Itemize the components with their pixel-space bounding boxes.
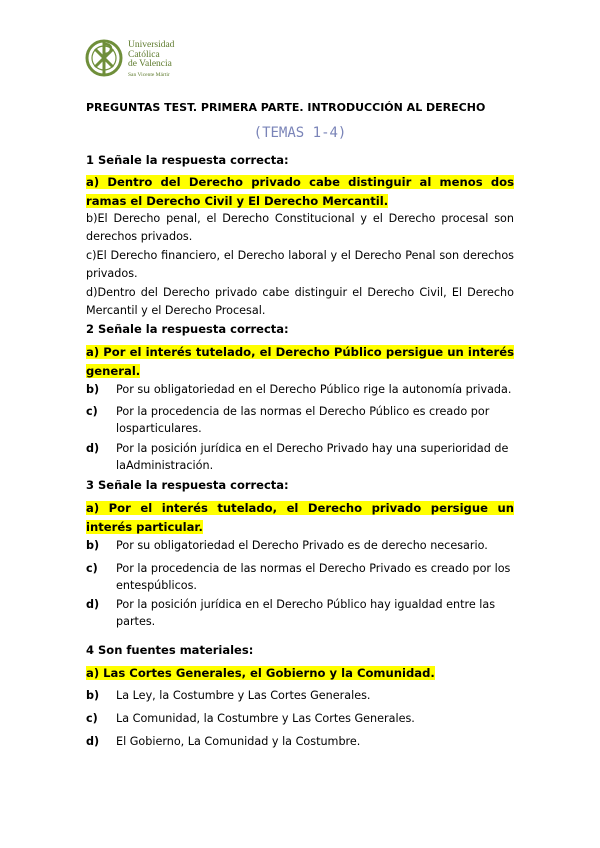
question-4-title: 4 Son fuentes materiales:: [86, 643, 254, 657]
question-3-answer: [86, 499, 514, 536]
option-label: d): [86, 735, 100, 748]
logo-line-3: de Valencia: [128, 59, 172, 69]
question-1-option-d: d)Dentro del Derecho privado cabe distinguir el Derecho Civil, El Derecho Mercantil y el Derecho Procesal.: [86, 286, 514, 317]
question-4-option-d: [86, 733, 514, 750]
highlighted-answer: a) Por el interés tutelado, el Derecho privado persigue un interés particular.: [86, 501, 514, 534]
option-text: Por la posición jurídica en el Derecho Privado hay una superioridad de laAdministración.: [116, 442, 509, 472]
option-label: b): [86, 383, 100, 396]
option-label: c): [86, 562, 98, 575]
option-text: Por la procedencia de las normas el Derecho Privado es creado por los entespúblicos.: [116, 562, 511, 592]
option-text: El Gobierno, La Comunidad y la Costumbre.: [116, 735, 361, 748]
document-subtitle: (TEMAS 1-4): [253, 125, 347, 141]
question-2-title: 2 Señale la respuesta correcta:: [86, 322, 289, 336]
logo-text: [128, 41, 174, 80]
option-text: La Comunidad, la Costumbre y Las Cortes Generales.: [116, 712, 415, 725]
question-2-option-b: [86, 381, 514, 398]
question-3-option-d: [86, 596, 514, 630]
option-text: La Ley, la Costumbre y Las Cortes Generales.: [116, 689, 371, 702]
highlighted-answer: a) Las Cortes Generales, el Gobierno y la Comunidad.: [86, 666, 435, 680]
question-1-answer: [86, 173, 514, 210]
option-text: Por su obligatoriedad en el Derecho Público rige la autonomía privada.: [116, 383, 512, 396]
option-label: b): [86, 539, 100, 552]
option-label: b): [86, 689, 100, 702]
document-title: PREGUNTAS TEST. PRIMERA PARTE. INTRODUCCIÓN AL DERECHO: [86, 101, 486, 114]
highlighted-answer: a) Dentro del Derecho privado cabe distinguir al menos dos ramas el Derecho Civil y El Derecho Mercantil.: [86, 175, 514, 208]
option-text: Por su obligatoriedad el Derecho Privado es de derecho necesario.: [116, 539, 488, 552]
university-logo: [84, 34, 194, 82]
logo-line-2: Católica: [128, 49, 160, 60]
option-label: c): [86, 712, 98, 725]
option-text: Por la procedencia de las normas el Derecho Público es creado por losparticulares.: [116, 405, 490, 435]
option-label: d): [86, 598, 100, 611]
chi-rho-emblem-icon: [84, 36, 124, 82]
question-2-answer: [86, 343, 514, 380]
highlighted-answer: a) Por el interés tutelado, el Derecho Público persigue un interés general.: [86, 345, 514, 378]
question-4-option-b: [86, 687, 514, 704]
logo-line-1: Universidad: [128, 40, 175, 50]
question-3-option-c: [86, 560, 514, 594]
question-4-option-c: [86, 710, 514, 727]
question-2-option-c: [86, 403, 514, 437]
question-1-title: 1 Señale la respuesta correcta:: [86, 153, 289, 167]
option-label: d): [86, 442, 100, 455]
option-label: c): [86, 405, 98, 418]
question-1-option-b: b)El Derecho penal, el Derecho Constitucional y el Derecho procesal son derechos privados.: [86, 212, 514, 243]
question-4-answer: [86, 664, 514, 683]
question-2-option-d: [86, 440, 514, 474]
question-3-option-b: [86, 537, 514, 554]
option-text: Por la posición jurídica en el Derecho Público hay igualdad entre las partes.: [116, 598, 496, 628]
question-3-title: 3 Señale la respuesta correcta:: [86, 478, 289, 492]
logo-line-4: San Vicente Mártir: [128, 71, 170, 78]
question-1-option-c: c)El Derecho financiero, el Derecho laboral y el Derecho Penal son derechos privados.: [86, 249, 514, 280]
